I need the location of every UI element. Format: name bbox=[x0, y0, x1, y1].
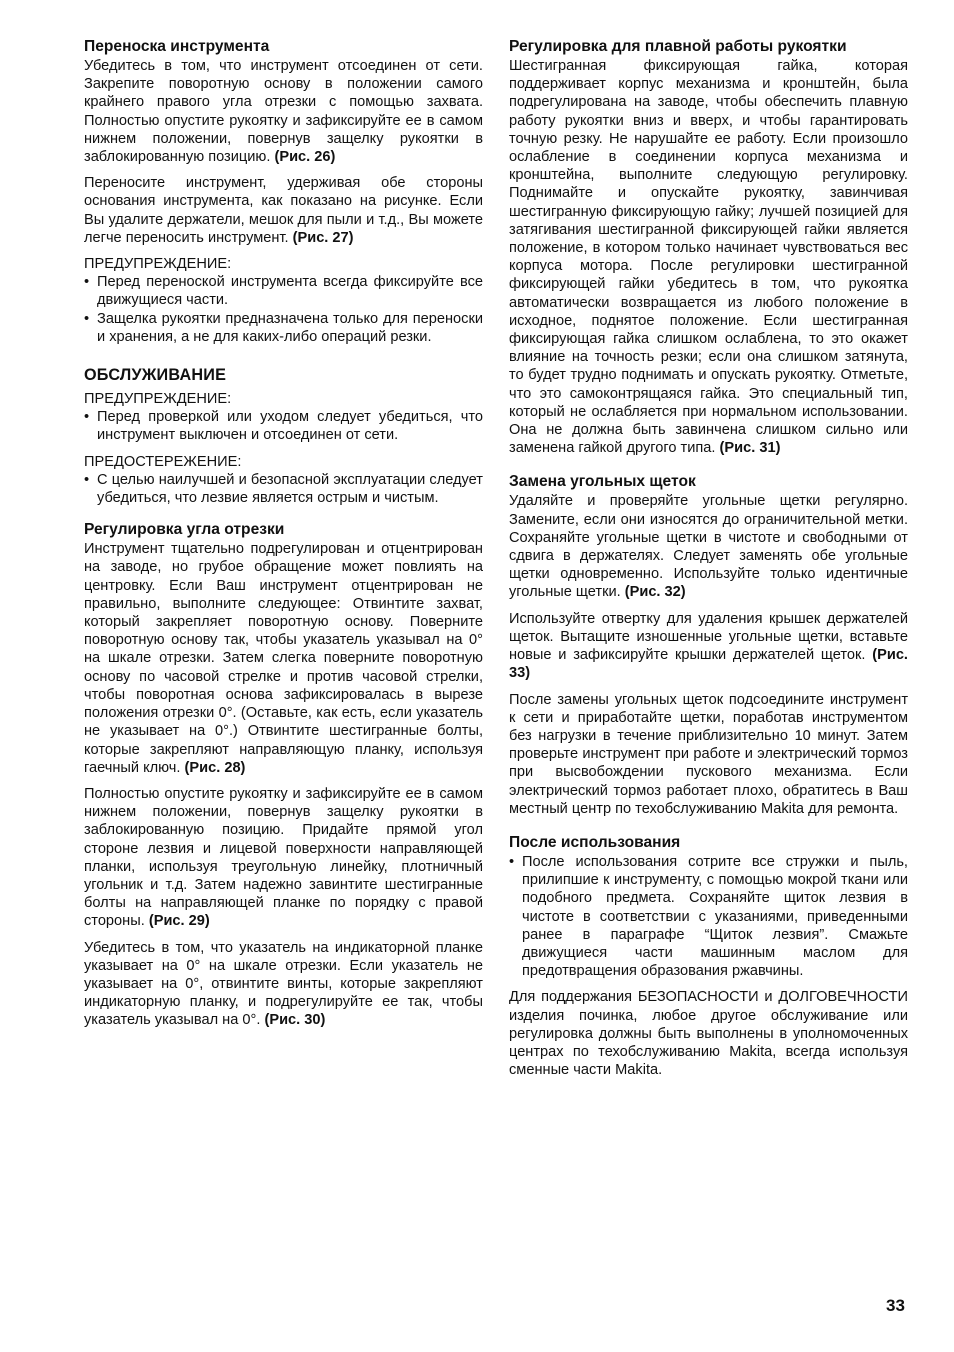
carry-title: Переноска инструмента bbox=[84, 38, 270, 55]
figure-ref: (Рис. 29) bbox=[148, 913, 210, 930]
maintenance-warning-label: ПРЕДУПРЕЖДЕНИЕ: bbox=[84, 391, 232, 408]
list-item: • Перед переноской инструмента всегда фиксируйте все движущиеся части. bbox=[84, 273, 483, 309]
figure-ref: (Рис. 32) bbox=[624, 584, 686, 601]
angle-paragraph-1: Инструмент тщательно подрегулирован и отцентрирован на заводе, но грубое обращение может повлиять на центровку. Если Ваш инструмент отцентрирован не правильно, выполните следующее: Отвинтите захват, который закрепляет поворотную основу. Поверните поворотную основу так, чтобы указатель указывал на 0° на шкале отрезки. Затем слегка поверните поворотную основу по часовой стрелке и против часовой стрелки, чтобы поворотная основа зафиксировалась в вырезе положения отрезки 0°. (Оставьте, как есть, если указатель не указывает на 0°.) Отвинтите шестигранные болты, которые закрепляют направляющую планку, используя гаечный ключ. (Рис. 28) bbox=[84, 541, 483, 776]
maintenance-caution-list bbox=[84, 471, 483, 507]
list-item: • После использования сотрите все стружки и пыль, прилипшие к инструменту, с помощью мокрой ткани или подобного предмета. Сохраняйте щиток лезвия в чистоте в соответствии с указаниями, приведенными ранее в параграфе “Щиток лезвия”. Смажьте движущиеся части машинным маслом для предотвращения образования ржавчины. bbox=[509, 853, 908, 980]
angle-paragraph-3: Убедитесь в том, что указатель на индикаторной планке указывает на 0° на шкале отрезки. Если указатель не указывает на 0°, отвинтите винты, которые закрепляют индикаторную планку, и подрегулируйте ее так, чтобы указатель указывал на 0°. (Рис. 30) bbox=[84, 939, 483, 1029]
after-use-title: После использования bbox=[509, 833, 681, 851]
figure-ref: (Рис. 30) bbox=[264, 1012, 326, 1029]
figure-ref: (Рис. 31) bbox=[719, 440, 781, 457]
after-use-list bbox=[509, 853, 908, 980]
figure-ref: (Рис. 28) bbox=[184, 759, 246, 776]
left-column bbox=[84, 38, 483, 1038]
handle-paragraph: Шестигранная фиксирующая гайка, которая поддерживает корпус механизма и кронштейн, была подрегулирована на заводе, чтобы обеспечить плавную работу рукоятки вниз и вверх, и чтобы гарантировать точную резку. Не нарушайте ее работу. Если произошло ослабление в соединении корпуса механизма и кронштейна, выполните следующую регулировку. Поднимайте и опускайте рукоятку, завинчивая шестигранную фиксирующую гайку; лучшей позицией для затягивания шестигранной фиксирующей гайки является положение, в котором только начинает чувствоваться вес корпуса мотора. После регулировки шестигранной фиксирующей гайки убедитесь в том, что рукоятка автоматически возвращается из любого положение в исходное, поднятое положение. Если шестигранная фиксирующая гайка слишком ослаблена, то это окажет влияние на точность резки; если она слишком затянута, то будет трудно поднимать и опускать рукоятку. Отметьте, что это самоконтрящаяся гайка. Это специальный тип, который не ослабляется при нормальном использовании. Она не должна быть завинчена слишком сильно или заменена гайкой другого типа. (Рис. 31) bbox=[509, 58, 908, 457]
angle-title: Регулировка угла отрезки bbox=[84, 521, 285, 539]
maintenance-title: ОБСЛУЖИВАНИЕ bbox=[84, 366, 227, 385]
maintenance-warning-list bbox=[84, 408, 483, 444]
brushes-title: Замена угольных щеток bbox=[509, 473, 696, 491]
after-use-paragraph: Для поддержания БЕЗОПАСНОСТИ и ДОЛГОВЕЧНОСТИ изделия починка, любое другое обслуживание или регулировка должны быть выполнены в уполномоченных центрах по техобслуживанию Makita, всегда используя сменные части Makita. bbox=[509, 989, 908, 1079]
list-item: • С целью наилучшей и безопасной эксплуатации следует убедиться, что лезвие является острым и чистым. bbox=[84, 471, 483, 507]
carry-paragraph-2: Переносите инструмент, удерживая обе стороны основания инструмента, как показано на рисунке. Если Вы удалите держатели, мешок для пыли и т.д., Вы можете легче переносить инструмент. (Рис. 27) bbox=[84, 175, 483, 246]
page-number: 33 bbox=[886, 1296, 905, 1315]
brushes-paragraph-3: После замены угольных щеток подсоедините инструмент к сети и приработайте щетки, поработав инструментом без нагрузки в течение приблизительно 10 минут. Затем проверьте инструмент при работе и электрический тормоз при высвобождении пускового механизма. Если электрический тормоз работает плохо, обратитесь в Ваш местный центр по техобслуживанию Makita для ремонта. bbox=[509, 691, 908, 817]
carry-paragraph-1: Убедитесь в том, что инструмент отсоединен от сети. Закрепите поворотную основу в положении самого крайнего правого угла отрезки с помощью захвата. Полностью опустите рукоятку и зафиксируйте ее в самом нижнем положении, повернув защелку рукоятки в заблокированную позицию. (Рис. 26) bbox=[84, 58, 483, 166]
right-column bbox=[509, 38, 908, 1087]
handle-title: Регулировка для плавной работы рукоятки bbox=[509, 38, 847, 55]
angle-paragraph-2: Полностью опустите рукоятку и зафиксируйте ее в самом нижнем положении, повернув защелку рукоятки в заблокированную позицию. Придайте прямой угол стороне лезвия и лицевой поверхности направляющей планки, используя треугольную линейку, плотничный угольник и т.д. Затем надежно завинтите шестигранные болты на направляющей планке по порядку с правой стороны. (Рис. 29) bbox=[84, 785, 483, 930]
figure-ref: (Рис. 26) bbox=[274, 149, 336, 166]
list-item: • Перед проверкой или уходом следует убедиться, что инструмент выключен и отсоединен от сети. bbox=[84, 408, 483, 444]
maintenance-caution-label: ПРЕДОСТЕРЕЖЕНИЕ: bbox=[84, 453, 242, 470]
figure-ref: (Рис. 27) bbox=[292, 229, 354, 246]
figure-ref: (Рис. 33) bbox=[509, 647, 908, 682]
list-item: • Защелка рукоятки предназначена только для переноски и хранения, а не для каких-либо операций резки. bbox=[84, 310, 483, 346]
carry-warning-list bbox=[84, 273, 483, 346]
brushes-paragraph-1: Удаляйте и проверяйте угольные щетки регулярно. Замените, если они износятся до ограничительной метки. Сохраняйте угольные щетки в чистоте и свободными от сдвига в держателях. Следует заменять обе угольные щетки одновременно. Используйте только идентичные угольные щетки. (Рис. 32) bbox=[509, 493, 908, 601]
brushes-paragraph-2: Используйте отвертку для удаления крышек держателей щеток. Вытащите изношенные угольные щетки, вставьте новые и зафиксируйте крышки держателей щеток. (Рис. 33) bbox=[509, 610, 908, 682]
carry-warning-label: ПРЕДУПРЕЖДЕНИЕ: bbox=[84, 256, 232, 273]
